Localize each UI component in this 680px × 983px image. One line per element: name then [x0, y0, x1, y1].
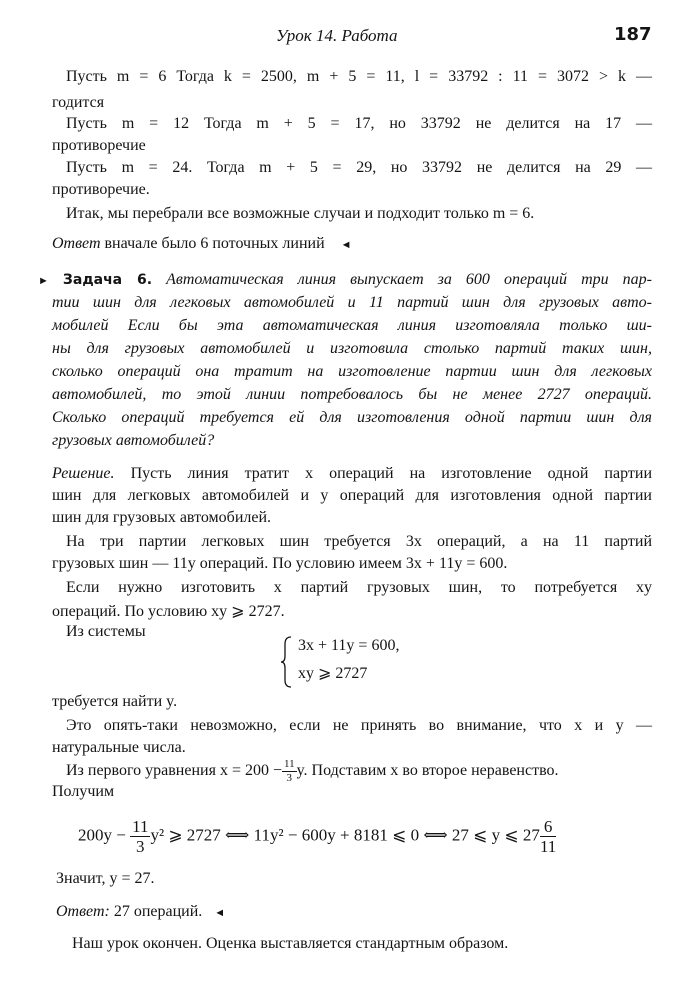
- case-m12-conclusion: противоречие: [52, 137, 146, 154]
- task-6-line-6: автомобилей, то этой линии потребовалось бы не менее 2727 операций.: [52, 386, 652, 403]
- case-m24-line: Пусть m = 24. Тогда m + 5 = 29, но 33792 не делится на 29 —: [66, 159, 652, 176]
- case-m12-line: Пусть m = 12 Тогда m + 5 = 17, но 33792 не делится на 17 —: [66, 115, 652, 132]
- summary-line: Итак, мы перебрали все возможные случаи и подходит только m = 6.: [66, 205, 535, 222]
- equation-part-a: 200y −: [78, 825, 126, 845]
- system-equation-1: 3x + 11y = 600,: [298, 637, 400, 654]
- equation-fraction-1: [130, 818, 150, 855]
- task-6-line-7: Сколько операций требуется ей для изготовления одной партии шин для: [52, 409, 652, 426]
- running-header: Урок 14. Работа: [276, 26, 398, 45]
- equation-fraction-1-den: 3: [136, 837, 145, 856]
- solution-line-12-b: y. Подставим x во второе неравенство.: [296, 762, 559, 780]
- task-6-line-8: грузовых автомобилей?: [52, 432, 215, 449]
- equation-fraction-2: [540, 818, 556, 855]
- solution-line-10: Это опять-таки невозможно, если не принять во внимание, что x и y —: [66, 717, 652, 734]
- solution-line-8: Из системы: [66, 623, 146, 640]
- solution-line-1: [52, 465, 652, 483]
- case-m6-line: Пусть m = 6 Тогда k = 2500, m + 5 = 11, l = 33792 : 11 = 3072 > k —: [66, 68, 652, 85]
- case-m6-conclusion: годится: [52, 94, 105, 111]
- system-brace-icon: [280, 636, 292, 688]
- equation-fraction-2-den: 11: [539, 837, 557, 856]
- case-m24-conclusion: противоречие.: [52, 181, 150, 198]
- end-of-solution-icon-2: ◄: [214, 907, 226, 919]
- answer-1-label: Ответ: [52, 235, 101, 252]
- equation-fraction-1-num: 11: [132, 817, 149, 836]
- page-number: 187: [614, 24, 652, 45]
- system-equation-2: xy ⩾ 2727: [298, 665, 368, 682]
- task-6-line-5: сколько операций она тратит на изготовление партии шин для легковых: [52, 363, 652, 380]
- fraction-11-over-3: [282, 759, 297, 784]
- answer-2-label: Ответ:: [56, 903, 110, 920]
- solution-line-11: натуральные числа.: [52, 739, 186, 756]
- closing-line: Наш урок окончен. Оценка выставляется стандартным образом.: [72, 935, 509, 952]
- solution-text-1: Пусть линия тратит x операций на изготовление одной партии: [130, 465, 653, 482]
- task-6-line-4: ны для грузовых автомобилей и изготовила столько партий таких шин,: [52, 340, 652, 357]
- task-6-line-3: мобилей Если бы эта автоматическая линия изготовляла только ши-: [52, 317, 652, 334]
- solution-line-12-a: Из первого уравнения x = 200 −: [66, 762, 282, 780]
- solution-line-9: требуется найти y.: [52, 693, 178, 710]
- solution-line-12: [66, 759, 652, 784]
- display-equation: [78, 818, 556, 855]
- answer-2: [56, 903, 656, 921]
- equation-part-b: y² ⩾ 2727 ⟺ 11y² − 600y + 8181 ⩽ 0 ⟺ 27 ⩽ y ⩽ 27: [150, 825, 540, 845]
- answer-1-text: вначале было 6 поточных линий: [104, 235, 325, 252]
- answer-2-text: 27 операций.: [113, 903, 203, 920]
- task-marker-icon: ►: [38, 275, 49, 287]
- solution-line-7: операций. По условию xy ⩾ 2727.: [52, 603, 285, 620]
- solution-line-13: Получим: [52, 783, 115, 800]
- fraction-numerator: 11: [284, 758, 295, 770]
- fraction-denominator: 3: [286, 772, 293, 784]
- solution-line-6: Если нужно изготовить x партий грузовых шин, то потребуется xy: [66, 579, 652, 596]
- end-of-solution-icon: ◄: [340, 239, 352, 251]
- answer-1: [52, 235, 652, 253]
- solution-line-5: грузовых шин — 11y операций. По условию имеем 3x + 11y = 600.: [52, 555, 508, 572]
- solution-line-2: шин для легковых автомобилей и y операций для изготовления одной партии: [52, 487, 652, 504]
- solution-label: Решение.: [52, 465, 115, 482]
- task-6-label: Задача 6.: [62, 272, 153, 288]
- equation-fraction-2-num: 6: [540, 818, 556, 837]
- task-6-text-1: Автоматическая линия выпускает за 600 операций три пар-: [166, 271, 653, 288]
- task-6-line-1: [38, 271, 652, 289]
- solution-line-4: На три партии легковых шин требуется 3x операций, а на 11 партий: [66, 533, 652, 550]
- solution-line-14: Значит, y = 27.: [56, 870, 155, 887]
- task-6-line-2: тии шин для легковых автомобилей и 11 партий шин для грузовых авто-: [52, 294, 652, 311]
- solution-line-3: шин для грузовых автомобилей.: [52, 509, 272, 526]
